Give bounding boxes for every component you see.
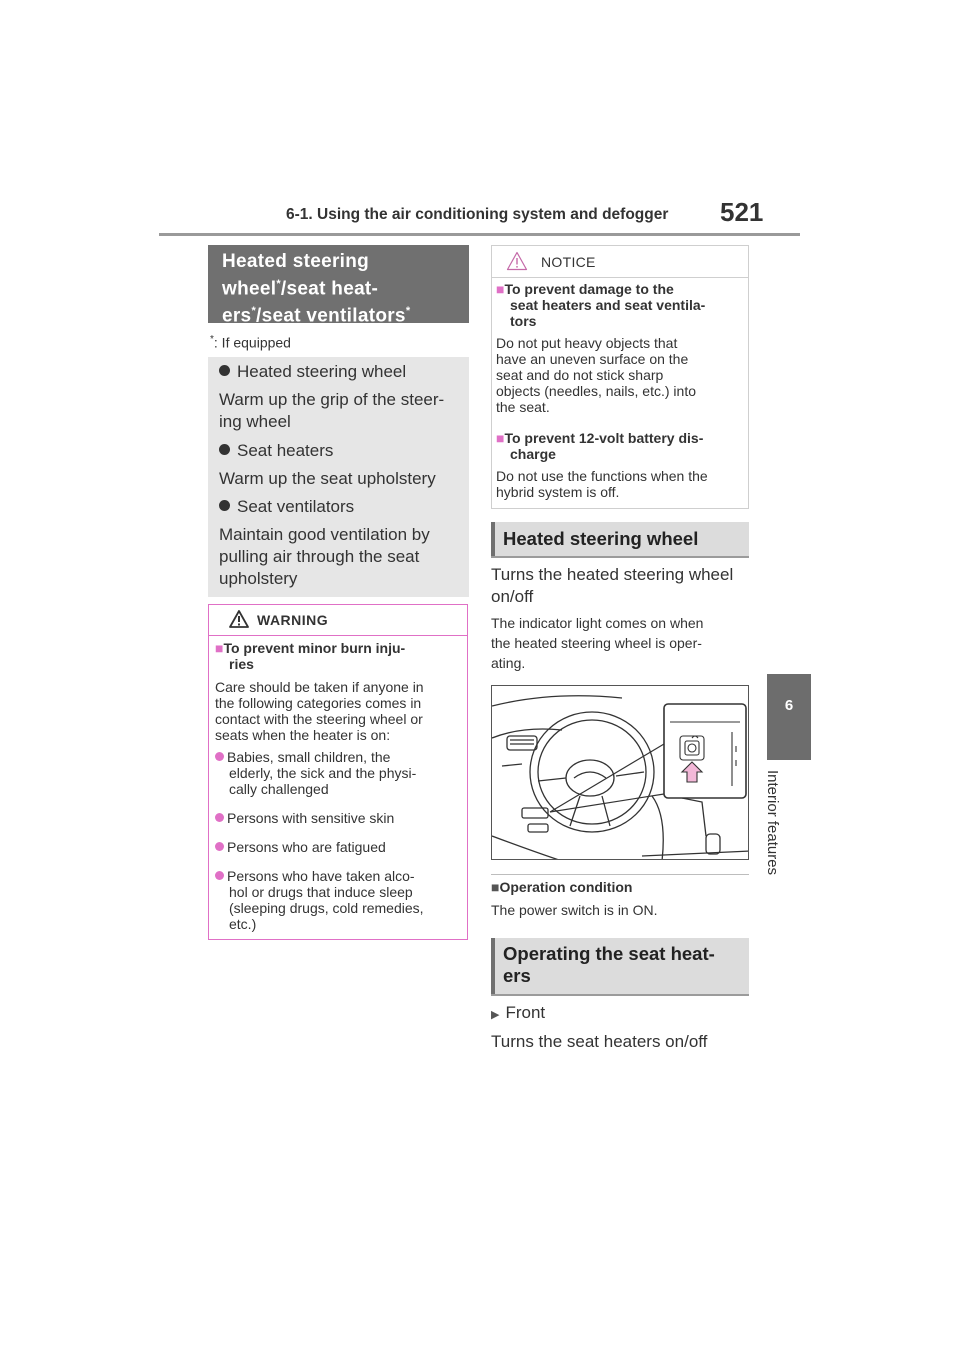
section-heated-steering-wheel bbox=[491, 522, 749, 558]
notice-para-line: have an uneven surface on the bbox=[496, 351, 689, 367]
notice-heading-line: tors bbox=[510, 313, 537, 329]
chapter-number: 6 bbox=[784, 697, 794, 714]
feature-desc: ing wheel bbox=[219, 412, 291, 431]
warning-bullet-line: etc.) bbox=[229, 916, 257, 932]
note-text: ating. bbox=[491, 655, 526, 671]
warning-para-line: Care should be taken if anyone in bbox=[215, 679, 424, 695]
notice-label: NOTICE bbox=[541, 254, 596, 270]
warning-bullet bbox=[215, 839, 386, 855]
operation-condition-heading bbox=[491, 879, 632, 895]
warning-bullet-line: (sleeping drugs, cold remedies, bbox=[229, 900, 424, 916]
steering-wheel-illustration bbox=[492, 686, 749, 860]
bullet-icon bbox=[215, 813, 224, 822]
bullet-icon bbox=[215, 752, 224, 761]
notice-box bbox=[491, 245, 749, 509]
feature-desc: Warm up the grip of the steer- bbox=[219, 390, 445, 409]
asterisk-3: * bbox=[405, 305, 411, 318]
warning-bullet bbox=[215, 749, 390, 765]
subheading-label: Front bbox=[505, 1003, 546, 1022]
square-bullet: ■ bbox=[215, 640, 224, 656]
main-title-line3a: ers bbox=[222, 305, 252, 327]
warning-bullet bbox=[215, 810, 394, 826]
warning-bullet bbox=[215, 868, 415, 884]
warning-bullet-line: Persons who have taken alco- bbox=[227, 868, 415, 884]
section-title-line: Operating the seat heat- bbox=[503, 943, 715, 964]
bullet-icon bbox=[219, 500, 230, 511]
warning-heading-line: ries bbox=[229, 656, 254, 672]
notice-heading-line: To prevent damage to the bbox=[504, 281, 674, 297]
notice-para-line: the seat. bbox=[496, 399, 550, 415]
chapter-title: Interior features bbox=[764, 770, 781, 876]
note-text: the heated steering wheel is oper- bbox=[491, 635, 702, 651]
operation-condition-text: The power switch is in ON. bbox=[491, 902, 658, 918]
footnote-text: : If equipped bbox=[213, 334, 291, 351]
feature-desc: upholstery bbox=[219, 569, 298, 588]
steering-wheel-figure bbox=[491, 685, 749, 860]
notice-triangle-icon bbox=[506, 251, 528, 271]
notice-heading-line: seat heaters and seat ventila- bbox=[510, 297, 706, 313]
feature-desc: Warm up the seat upholstery bbox=[219, 469, 436, 488]
feature-item-seat-heaters bbox=[219, 441, 333, 461]
feature-item-title: Seat heaters bbox=[237, 441, 334, 460]
square-bullet: ■ bbox=[491, 879, 500, 895]
warning-bullet-line: Babies, small children, the bbox=[227, 749, 391, 765]
notice-para-line: hybrid system is off. bbox=[496, 484, 620, 500]
footnote bbox=[210, 334, 291, 351]
note-text: The indicator light comes on when bbox=[491, 615, 704, 631]
section-title: Heated steering wheel bbox=[503, 528, 699, 549]
notice-para-line: objects (needles, nails, etc.) into bbox=[496, 383, 696, 399]
divider bbox=[491, 874, 749, 875]
body-text: Turns the heated steering wheel bbox=[491, 565, 734, 584]
body-text: Turns the seat heaters on/off bbox=[491, 1032, 708, 1051]
warning-heading-line: To prevent minor burn inju- bbox=[223, 640, 406, 656]
warning-triangle-icon bbox=[229, 610, 249, 628]
warning-bullet-line: elderly, the sick and the physi- bbox=[229, 765, 417, 781]
notice-heading bbox=[496, 430, 703, 446]
footnote-mark: * bbox=[210, 334, 214, 345]
operation-condition-title: Operation condition bbox=[499, 879, 633, 895]
warning-para-line: seats when the heater is on: bbox=[215, 727, 391, 743]
main-title-line1: Heated steering bbox=[222, 251, 370, 272]
bullet-icon bbox=[219, 444, 230, 455]
main-title-line2a: wheel bbox=[222, 278, 277, 300]
triangle-arrow-icon: ▶ bbox=[491, 1009, 500, 1021]
bullet-icon bbox=[215, 871, 224, 880]
warning-label: WARNING bbox=[257, 612, 329, 628]
notice-para-line: Do not put heavy objects that bbox=[496, 335, 678, 351]
notice-heading-line: To prevent 12-volt battery dis- bbox=[504, 430, 704, 446]
bullet-icon bbox=[219, 365, 230, 376]
section-seat-heaters bbox=[491, 938, 749, 996]
warning-bullet-line: Persons with sensitive skin bbox=[227, 810, 395, 826]
main-title-line3b: /seat ventilators bbox=[256, 305, 406, 327]
warning-bullet-line: Persons who are fatigued bbox=[227, 839, 386, 855]
notice-para-line: seat and do not stick sharp bbox=[496, 367, 664, 383]
chapter-tab bbox=[767, 674, 811, 760]
chapter-title-vertical bbox=[764, 770, 804, 876]
warning-para-line: the following categories comes in bbox=[215, 695, 422, 711]
notice-para-line: Do not use the functions when the bbox=[496, 468, 708, 484]
subheading-front bbox=[491, 1002, 545, 1026]
warning-bullet-line: hol or drugs that induce sleep bbox=[229, 884, 413, 900]
warning-para-line: contact with the steering wheel or bbox=[215, 711, 423, 727]
notice-header bbox=[492, 246, 748, 278]
warning-box bbox=[208, 604, 468, 940]
feature-list-box bbox=[208, 357, 469, 597]
feature-desc: pulling air through the seat bbox=[219, 547, 420, 566]
page-number: 521 bbox=[720, 197, 764, 227]
feature-item-title: Heated steering wheel bbox=[237, 362, 407, 381]
section-bar bbox=[491, 522, 495, 556]
main-title-box bbox=[208, 245, 469, 327]
asterisk-1: * bbox=[276, 278, 281, 290]
notice-heading bbox=[496, 281, 674, 297]
section-title-line: ers bbox=[503, 965, 531, 986]
warning-heading bbox=[215, 640, 405, 656]
warning-bullet-line: cally challenged bbox=[229, 781, 329, 797]
section-bar bbox=[491, 938, 495, 994]
square-bullet: ■ bbox=[496, 281, 505, 297]
running-header-title: 6-1. Using the air conditioning system and defogger bbox=[286, 206, 669, 223]
warning-header bbox=[209, 605, 467, 636]
asterisk-2: * bbox=[251, 305, 257, 318]
main-title bbox=[222, 251, 410, 328]
bullet-icon bbox=[215, 842, 224, 851]
square-bullet: ■ bbox=[496, 430, 505, 446]
feature-item-title: Seat ventilators bbox=[237, 497, 355, 516]
feature-item-heated-wheel bbox=[219, 362, 406, 382]
notice-heading-line: charge bbox=[510, 446, 556, 462]
feature-item-seat-ventilators bbox=[219, 497, 354, 517]
header-rule bbox=[159, 233, 800, 236]
feature-desc: Maintain good ventilation by bbox=[219, 525, 430, 544]
main-title-line2b: /seat heat- bbox=[280, 278, 379, 300]
body-text: on/off bbox=[491, 587, 534, 606]
